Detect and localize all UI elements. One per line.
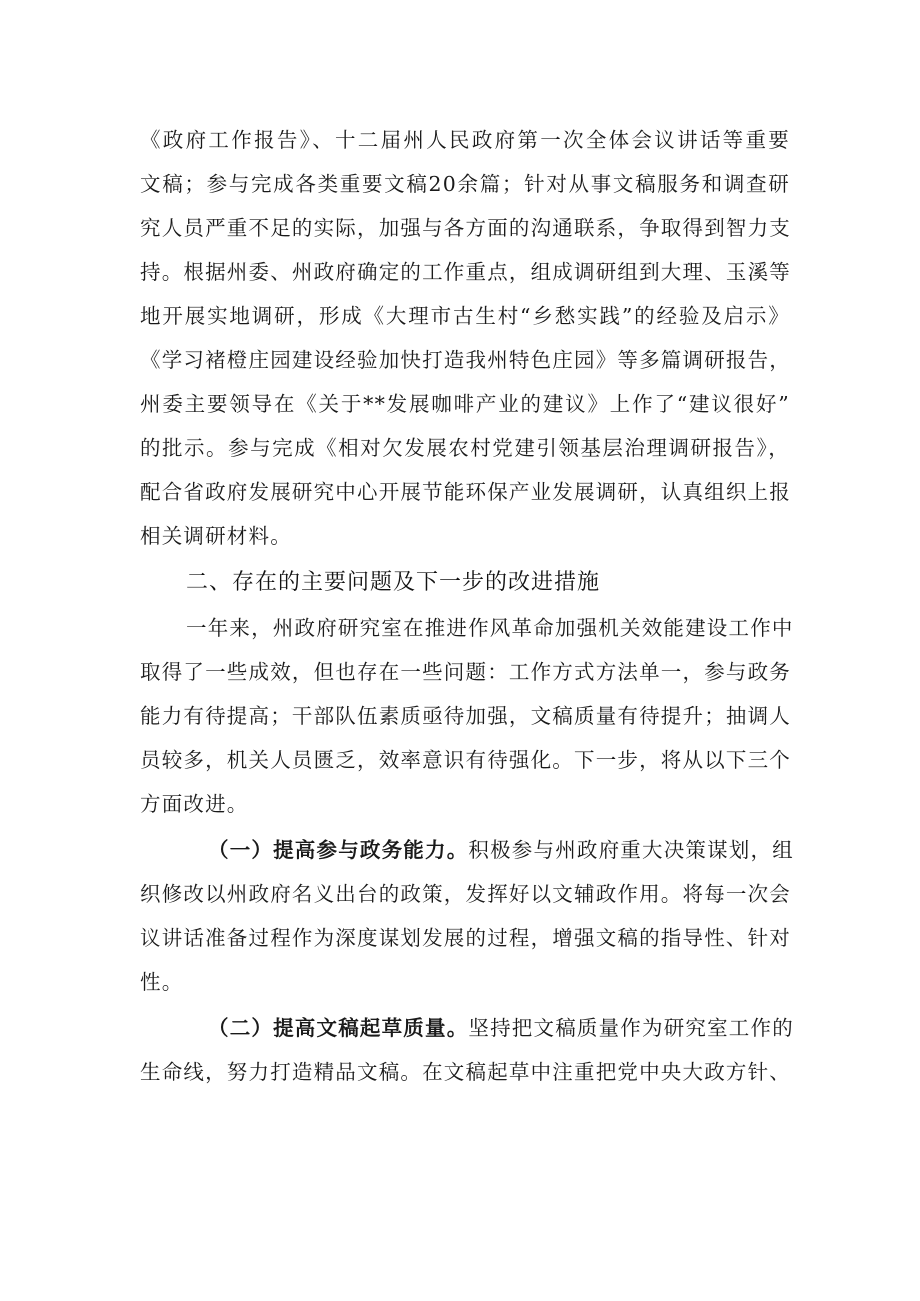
paragraph-line: 织修改以州政府名义出台的政策，发挥好以文辅政作用。将每一次会 <box>140 882 791 906</box>
section-heading: 二、存在的主要问题及下一步的改进措施 <box>186 570 601 595</box>
paragraph-line: 生命线，努力打造精品文稿。在文稿起草中注重把党中央大政方针、 <box>140 1060 791 1084</box>
paragraph-line: 一年来，州政府研究室在推进作风革命加强机关效能建设工作中 <box>186 616 794 640</box>
paragraph-line: 配合省政府发展研究中心开展节能环保产业发展调研，认真组织上报 <box>140 480 791 504</box>
item-label: （一）提高参与政务能力。 <box>208 838 469 862</box>
item-text: 坚持把文稿质量作为研究室工作的 <box>468 1016 794 1040</box>
paragraph-line: 地开展实地调研，形成《大理市古生村“乡愁实践”的经验及启示》 <box>140 304 790 328</box>
paragraph-line: 员较多，机关人员匮乏，效率意识有待强化。下一步，将从以下三个 <box>140 748 791 772</box>
paragraph-line: 文稿；参与完成各类重要文稿20余篇；针对从事文稿服务和调查研 <box>140 172 790 196</box>
paragraph-line: 能力有待提高；干部队伍素质亟待加强，文稿质量有待提升；抽调人 <box>140 704 791 728</box>
paragraph-line: 《政府工作报告》、十二届州人民政府第一次全体会议讲话等重要 <box>140 128 790 152</box>
item-first-line <box>208 836 794 864</box>
paragraph-line: 持。根据州委、州政府确定的工作重点，组成调研组到大理、玉溪等 <box>140 260 791 284</box>
paragraph-line: 究人员严重不足的实际，加强与各方面的沟通联系，争取得到智力支 <box>140 216 791 240</box>
paragraph-line: 取得了一些成效，但也存在一些问题：工作方式方法单一，参与政务 <box>140 660 791 684</box>
item-text: 积极参与州政府重大决策谋划，组 <box>468 838 794 862</box>
paragraph-line: 相关调研材料。 <box>140 524 292 548</box>
paragraph-line: 《学习褚橙庄园建设经验加快打造我州特色庄园》等多篇调研报告， <box>140 348 791 372</box>
paragraph-line: 议讲话准备过程作为深度谋划发展的过程，增强文稿的指导性、针对 <box>140 926 791 950</box>
paragraph-line: 州委主要领导在《关于**发展咖啡产业的建议》上作了“建议很好” <box>140 392 790 416</box>
item-first-line <box>208 1014 794 1042</box>
item-label: （二）提高文稿起草质量。 <box>208 1016 469 1040</box>
paragraph-line: 性。 <box>140 970 184 994</box>
paragraph-line: 方面改进。 <box>140 792 249 816</box>
paragraph-line: 的批示。参与完成《相对欠发展农村党建引领基层治理调研报告》， <box>140 436 790 460</box>
